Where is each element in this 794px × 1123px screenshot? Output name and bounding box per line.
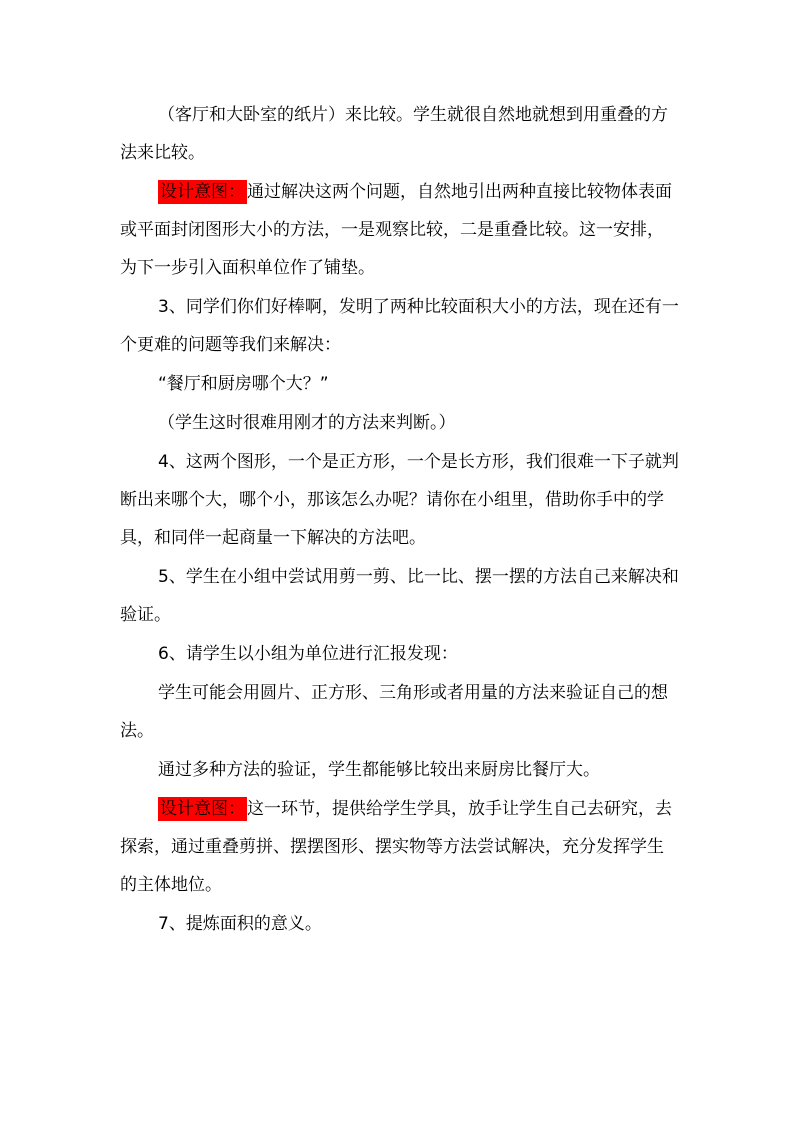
quote-paragraph (120, 365, 680, 403)
paragraph-5 (120, 404, 680, 442)
paragraph-7 (120, 558, 680, 634)
paragraph-text: 通过多种方法的验证，学生都能够比较出来厨房比餐厅大。 (158, 760, 600, 780)
paragraph-6 (120, 443, 680, 557)
paragraph-text: 学生可能会用圆片、正方形、三角形或者用量的方法来验证自己的想法。 (120, 683, 668, 741)
paragraph-1 (120, 96, 680, 172)
document-body (120, 96, 680, 944)
paragraph-text: （学生这时很难用刚才的方法来判断。） (158, 413, 456, 433)
design-intent-label: 设计意图： (160, 799, 245, 819)
paragraph-10 (120, 751, 680, 789)
paragraph-3 (120, 288, 680, 364)
paragraph-text: （客厅和大卧室的纸片）来比较。学生就很自然地就想到用重叠的方法来比较。 (120, 105, 668, 163)
paragraph-9 (120, 674, 680, 750)
paragraph-text: 6、请学生以小组为单位进行汇报发现： (158, 644, 458, 664)
paragraph-text: 7、提炼面积的意义。 (158, 914, 322, 934)
paragraph-12 (120, 905, 680, 943)
quote-text: “餐厅和厨房哪个大？” (158, 374, 329, 394)
design-intent-paragraph-1 (120, 173, 680, 287)
design-intent-label: 设计意图： (160, 182, 245, 202)
paragraph-text: 5、学生在小组中尝试用剪一剪、比一比、摆一摆的方法自己来解决和验证。 (120, 567, 679, 625)
paragraph-text: 3、同学们你们好棒啊，发明了两种比较面积大小的方法，现在还有一个更难的问题等我们来解决： (120, 297, 679, 355)
paragraph-text: 这一环节，提供给学生学具，放手让学生自己去研究，去探索，通过重叠剪拼、摆摆图形、摆实物等方法尝试解决，充分发挥学生的主体地位。 (120, 799, 672, 895)
design-intent-paragraph-2 (120, 790, 680, 904)
paragraph-8 (120, 635, 680, 673)
paragraph-text: 4、这两个图形，一个是正方形，一个是长方形，我们很难一下子就判断出来哪个大，哪个小，那该怎么办呢？请你在小组里，借助你手中的学具，和同伴一起商量一下解决的方法吧。 (120, 452, 679, 548)
paragraph-text: 通过解决这两个问题，自然地引出两种直接比较物体表面或平面封闭图形大小的方法，一是观察比较，二是重叠比较。这一安排，为下一步引入面积单位作了铺垫。 (120, 182, 672, 278)
